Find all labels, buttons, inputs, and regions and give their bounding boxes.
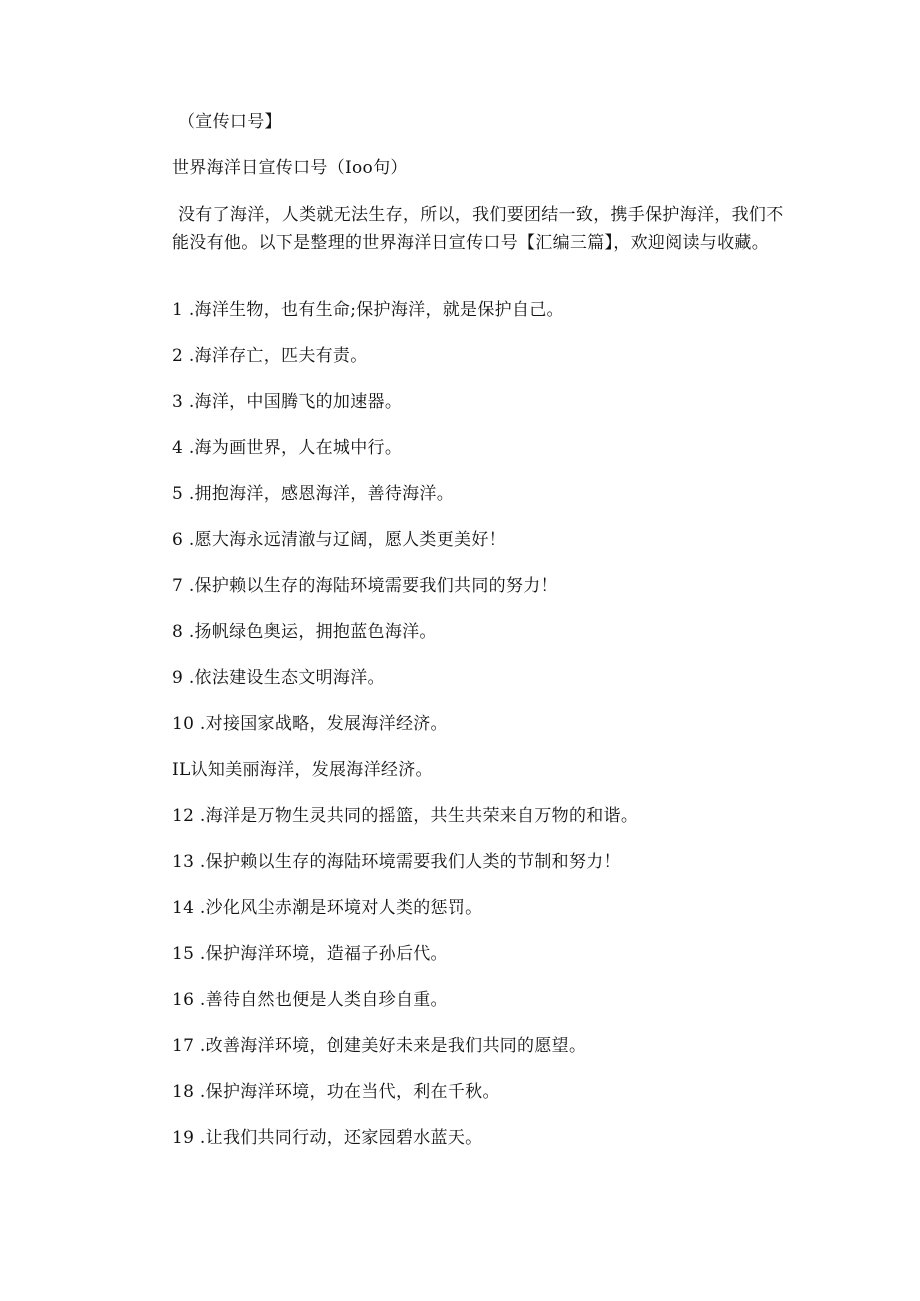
list-item: 10 .对接国家战略，发展海洋经济。 <box>172 714 448 734</box>
list-item: 18 .保护海洋环境，功在当代，利在千秋。 <box>172 1082 500 1102</box>
slogan-list <box>172 298 638 1172</box>
list-item: 2 .海洋存亡，匹夫有责。 <box>172 346 368 366</box>
list-item: 3 .海洋，中国腾飞的加速器。 <box>172 392 403 412</box>
list-item: 16 .善待自然也便是人类自珍自重。 <box>172 990 448 1010</box>
list-item: 4 .海为画世界，人在城中行。 <box>172 438 403 458</box>
list-item: 9 .依法建设生态文明海洋。 <box>172 668 385 688</box>
list-item: 6 .愿大海永远清澈与辽阔，愿人类更美好！ <box>172 530 506 550</box>
document-title: 世界海洋日宣传口号（Ioo句） <box>172 158 408 178</box>
list-item: 5 .拥抱海洋，感恩海洋，善待海洋。 <box>172 484 455 504</box>
list-item: 17 .改善海洋环境，创建美好未来是我们共同的愿望。 <box>172 1036 587 1056</box>
list-item: 14 .沙化风尘赤潮是环境对人类的惩罚。 <box>172 898 483 918</box>
list-item: 7 .保护赖以生存的海陆环境需要我们共同的努力！ <box>172 576 558 596</box>
list-item: 1 .海洋生物，也有生命;保护海洋，就是保护自己。 <box>172 300 564 320</box>
intro-paragraph: 没有了海洋，人类就无法生存，所以，我们要团结一致，携手保护海洋，我们不能没有他。以下是整理的世界海洋日宣传口号【汇编三篇】，欢迎阅读与收藏。 <box>172 205 784 253</box>
section-header: （宣传口号】 <box>178 112 282 132</box>
list-item: 12 .海洋是万物生灵共同的摇篮，共生共荣来自万物的和谐。 <box>172 806 639 826</box>
list-item: 19 .让我们共同行动，还家园碧水蓝天。 <box>172 1128 483 1148</box>
list-item: IL认知美丽海洋，发展海洋经济。 <box>172 760 433 780</box>
list-item: 15 .保护海洋环境，造福子孙后代。 <box>172 944 448 964</box>
list-item: 8 .扬帆绿色奥运，拥抱蓝色海洋。 <box>172 622 437 642</box>
list-item: 13 .保护赖以生存的海陆环境需要我们人类的节制和努力！ <box>172 852 621 872</box>
